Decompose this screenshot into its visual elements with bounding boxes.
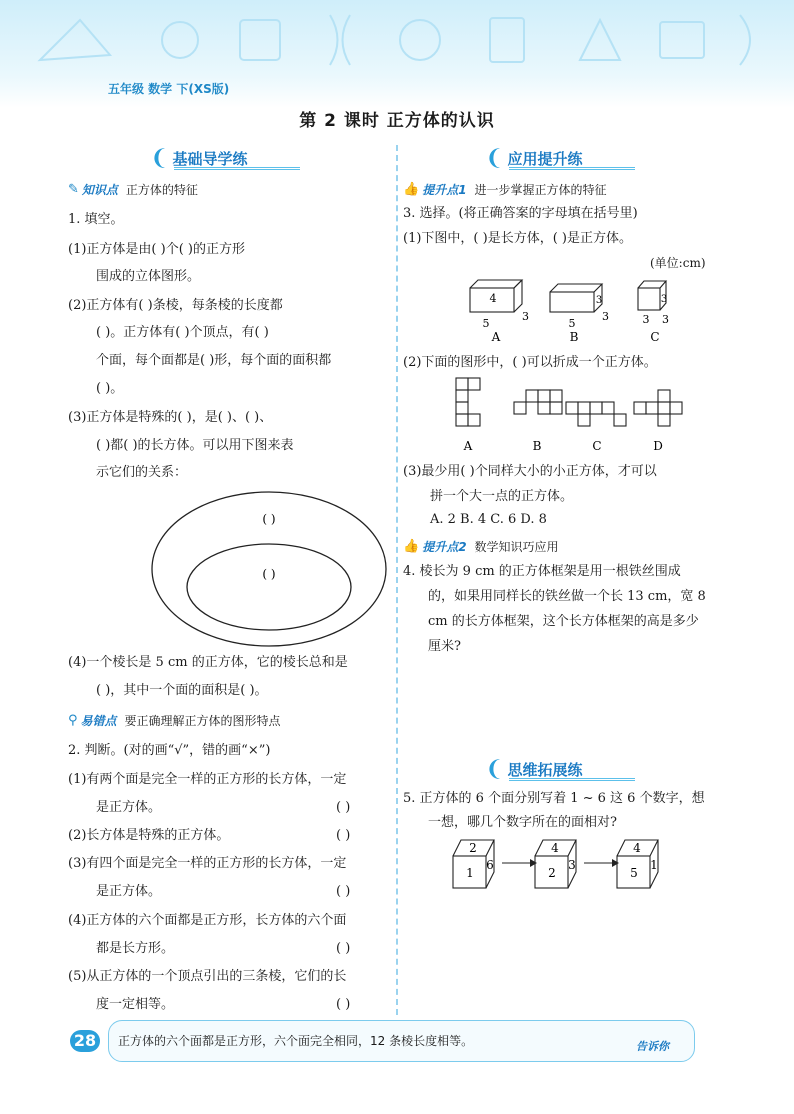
- q3-3-line-b: 拼一个大一点的正方体。: [430, 489, 574, 504]
- q2-1-line-b: 是正方体。: [96, 800, 162, 815]
- p1-text: 进一步掌握正方体的特征: [474, 183, 607, 197]
- q3-3-options: A. 2 B. 4 C. 6 D. 8: [430, 512, 547, 527]
- promote-point-1-tag: [403, 181, 607, 198]
- box-c-front-label: 3: [642, 313, 650, 326]
- box-b-letter: B: [569, 330, 579, 344]
- net-d-letter: D: [653, 439, 663, 453]
- net-b-letter: B: [532, 439, 542, 453]
- kp-text: 正方体的特征: [125, 183, 198, 197]
- die-2-front: 2: [548, 866, 556, 880]
- net-d: [634, 390, 682, 426]
- box-b-top-label: 3: [595, 295, 603, 306]
- q2-5-line-a: (5)从正方体的一个顶点引出的三条棱，它们的长: [68, 969, 347, 984]
- q4-line-b: 的，如果用同样长的铁丝做一个长 13 cm，宽 8: [428, 589, 706, 604]
- net-a: [456, 378, 480, 426]
- die-3-top: 4: [633, 841, 641, 855]
- thumbs-up-icon: 👍: [403, 539, 420, 554]
- net-c-letter: C: [592, 439, 602, 453]
- section-apply-label: 应用提升练: [507, 149, 583, 168]
- box-a-side-label: 3: [522, 310, 529, 323]
- die-3-front: 5: [630, 866, 638, 880]
- q2-4-line-b: 都是长方形。: [96, 941, 175, 956]
- section-apply-title: [485, 144, 625, 172]
- venn-inner: [187, 544, 351, 630]
- q2-2-answer: ( ): [336, 828, 351, 843]
- box-c-side-label: 3: [662, 313, 669, 326]
- net-c: [566, 402, 626, 426]
- pencil-icon: ✎: [68, 182, 79, 197]
- venn-inner-blank: ( ): [262, 567, 276, 581]
- p2-text: 数学知识巧应用: [474, 540, 559, 554]
- box-c-letter: C: [650, 330, 660, 344]
- die-1-top: 2: [469, 841, 477, 855]
- q1-3-line-b: ( )都( )的长方体。可以用下图来表: [96, 438, 294, 453]
- lesson-title: 第 2 课时 正方体的认识: [299, 111, 495, 131]
- p1-label: 提升点1: [422, 183, 467, 197]
- q3-3-line-a: (3)最少用( )个同样大小的小正方体，才可以: [403, 464, 657, 479]
- curl-icon: ❨: [150, 145, 169, 171]
- q3-1-line: (1)下图中，( )是长方体，( )是正方体。: [403, 231, 632, 246]
- error-point-tag: [68, 712, 281, 729]
- q1-2-line-b: ( )。正方体有( )个顶点，有( ): [96, 325, 269, 340]
- thumbs-up-icon: 👍: [403, 182, 420, 197]
- footer-tell-label: 告诉你: [636, 1040, 669, 1053]
- q5-line-a: 5. 正方体的 6 个面分别写着 1 ~ 6 这 6 个数字，想: [403, 791, 705, 806]
- boxes-figure: [462, 275, 702, 345]
- q2-3-line-a: (3)有四个面是完全一样的正方形的长方体，一定: [68, 856, 347, 871]
- net-a-letter: A: [463, 439, 473, 453]
- venn-outer-blank: ( ): [262, 512, 276, 526]
- q2-title: 2. 判断。(对的画“√”，错的画“×”): [68, 743, 271, 758]
- q2-4-line-a: (4)正方体的六个面都是正方形，长方体的六个面: [68, 913, 347, 928]
- q1-1-line-a: (1)正方体是由( )个( )的正方形: [68, 242, 245, 257]
- curl-icon: ❨: [485, 756, 504, 782]
- venn-diagram: [150, 490, 390, 650]
- q2-4-answer: ( ): [336, 941, 351, 956]
- dice-figure: [450, 836, 690, 896]
- title-underline: [509, 167, 635, 170]
- q1-1-line-b: 围成的立体图形。: [96, 269, 201, 284]
- box-b: [550, 284, 602, 312]
- curl-icon: ❨: [485, 145, 504, 171]
- q4-line-d: 厘米?: [428, 639, 461, 654]
- q2-3-line-b: 是正方体。: [96, 884, 162, 899]
- q2-1-answer: ( ): [336, 800, 351, 815]
- die-3-side: 1: [650, 858, 658, 872]
- q2-2-line: (2)长方体是特殊的正方体。: [68, 828, 230, 843]
- section-thinking-label: 思维拓展练: [507, 760, 583, 779]
- page-number: 28: [70, 1030, 100, 1052]
- column-divider: [396, 145, 398, 1015]
- q1-2-line-a: (2)正方体有( )条棱，每条棱的长度都: [68, 298, 283, 313]
- q1-2-line-c: 个面，每个面都是( )形，每个面的面积都: [96, 353, 332, 368]
- q1-3-line-c: 示它们的关系：: [96, 465, 188, 480]
- err-text: 要正确理解正方体的图形特点: [124, 714, 281, 728]
- q1-2-line-d: ( )。: [96, 381, 124, 396]
- grade-label: 五年级 数学 下(XS版): [108, 82, 230, 96]
- promote-point-2-tag: [403, 538, 559, 555]
- footer-tip-text: 正方体的六个面都是正方形，六个面完全相同，12 条棱长度相等。: [118, 1034, 474, 1048]
- q3-2-line: (2)下面的图形中，( )可以折成一个正方体。: [403, 355, 657, 370]
- section-basic-title: [150, 144, 290, 172]
- arrow-2-head: [612, 859, 619, 867]
- q4-line-a: 4. 棱长为 9 cm 的正方体框架是用一根铁丝围成: [403, 564, 681, 579]
- magnifier-icon: ⚲: [68, 713, 78, 728]
- die-2-side: 3: [568, 858, 576, 872]
- nets-figure: [446, 376, 706, 456]
- q1-4-line-b: ( )，其中一个面的面积是( )。: [96, 683, 268, 698]
- q1-4-line-a: (4)一个棱长是 5 cm 的正方体，它的棱长总和是: [68, 655, 348, 670]
- die-2-top: 4: [551, 841, 559, 855]
- box-a-top-label: 4: [489, 292, 497, 305]
- box-b-front-label: 5: [568, 317, 576, 330]
- p2-label: 提升点2: [422, 540, 467, 554]
- q3-title: 3. 选择。(将正确答案的字母填在括号里): [403, 206, 638, 221]
- unit-label: (单位:cm): [650, 256, 706, 270]
- section-thinking-title: [485, 755, 625, 783]
- knowledge-point-tag: [68, 181, 198, 198]
- err-label: 易错点: [80, 714, 117, 728]
- section-basic-label: 基础导学练: [172, 149, 248, 168]
- q2-3-answer: ( ): [336, 884, 351, 899]
- box-b-side-label: 3: [602, 310, 609, 323]
- q1-title: 1. 填空。: [68, 212, 124, 227]
- kp-label: 知识点: [81, 183, 118, 197]
- q2-5-answer: ( ): [336, 997, 351, 1012]
- header-decoration: [0, 0, 794, 80]
- q4-line-c: cm 的长方体框架，这个长方体框架的高是多少: [428, 614, 699, 629]
- box-c-top-label: 3: [660, 294, 668, 305]
- net-b: [514, 390, 562, 414]
- arrow-1-head: [530, 859, 537, 867]
- title-underline: [174, 167, 300, 170]
- q2-5-line-b: 度一定相等。: [96, 997, 175, 1012]
- q5-line-b: 一想，哪几个数字所在的面相对?: [428, 815, 617, 830]
- box-a-letter: A: [491, 330, 501, 344]
- title-underline: [509, 778, 635, 781]
- q2-1-line-a: (1)有两个面是完全一样的正方形的长方体，一定: [68, 772, 347, 787]
- box-a-front-label: 5: [482, 317, 490, 330]
- die-1-front: 1: [466, 866, 474, 880]
- q1-3-line-a: (3)正方体是特殊的( )，是( )、( )、: [68, 410, 273, 425]
- die-1-side: 6: [486, 858, 494, 872]
